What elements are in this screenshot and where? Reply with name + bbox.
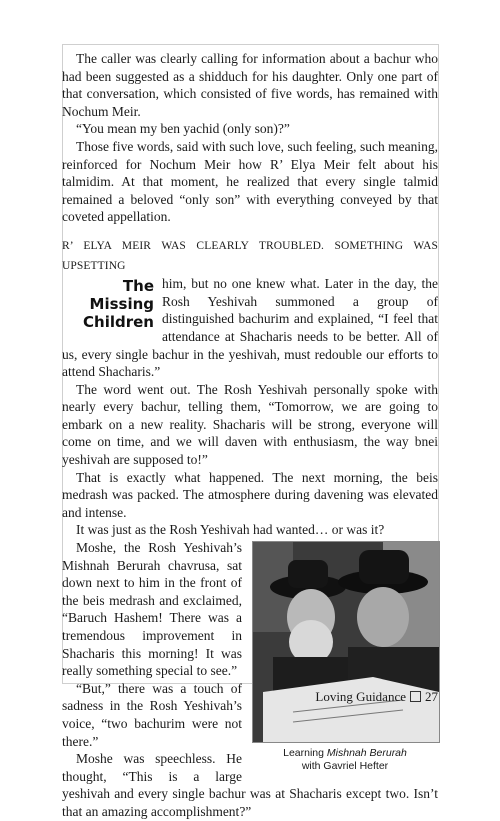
paragraph: him, but no one knew what. Later in the day, the Rosh Yeshivah summoned a group of distinguished bachurim and explained, “I feel that attendance at Shacharis needs to be better. All of us, every single bachur in the yeshivah, must redouble our efforts to attend Shacharis.” [62,276,438,380]
paragraph: “You mean my ben yachid (only son)?” [76,121,290,137]
paragraph: “But,” there was a touch of sadness in the Rosh Yeshivah’s voice, “two bachurim were not there.” [62,680,242,749]
photo-figure [252,541,438,773]
photo-caption [252,747,438,773]
section-opening-paragraph [62,236,438,275]
paragraph: Those five words, said with such love, such feeling, such meaning, reinforced for Nochum Meir how R’ Elya Meir felt about his talmidim. At that moment, he realized that every single talmid remained a beloved “only son” with everything conveyed by that coveted appellation. [62,138,438,225]
page-frame-top-rule [62,44,438,45]
paragraph: That is exactly what happened. The next morning, the beis medrash was packed. The atmosphere during davening was elevated and intense. [62,469,438,520]
paragraph: It was just as the Rosh Yeshivah had wanted… or was it? [76,522,385,538]
caption-italic-text: Mishnah Berurah [326,747,407,760]
paragraph: Moshe, the Rosh Yeshivah’s Mishnah Berurah chavrusa, sat down next to him in the front of the beis medrash and exclaimed, “Baruch Hashem! There was a tremendous improvement in Shacharis this morning! It was really something special to see.” [62,540,242,679]
photo [252,541,440,743]
caption-text: Learning [283,747,327,760]
section-opening-caps: R’ ELYA MEIR WAS CLEARLY TROUBLED. SOMETHING WAS UPSETTING [62,239,438,272]
side-heading [62,277,154,331]
page-footer [62,689,438,705]
side-heading-line: The Missing [89,277,154,314]
running-title: Loving Guidance [315,689,406,704]
square-ornament-icon [410,691,421,702]
paragraph: The caller was clearly calling for information about a bachur who had been suggested as a shidduch for his daughter. Only one part of that conversation, which consisted of five words, has remained with Nochum Meir. [62,51,438,119]
paragraph: Moshe was speechless. He thought, “This is a large yeshivah and every single bachur was at Shacharis except two. Isn’t that an amazing accomplishment?” [62,751,438,819]
page-number: 27 [425,689,438,704]
photo-illustration [253,542,439,742]
side-heading-line: Children [83,313,154,332]
caption-text: with Gavriel Hefter [301,760,389,773]
paragraph: The word went out. The Rosh Yeshivah personally spoke with nearly every bachur, telling them, “Tomorrow, we are going to embark on a new reality. Shacharis will be strong, everyone will come on time, and we will daven with enthusiasm, the way bnei yeshivah are supposed to!” [62,381,438,468]
